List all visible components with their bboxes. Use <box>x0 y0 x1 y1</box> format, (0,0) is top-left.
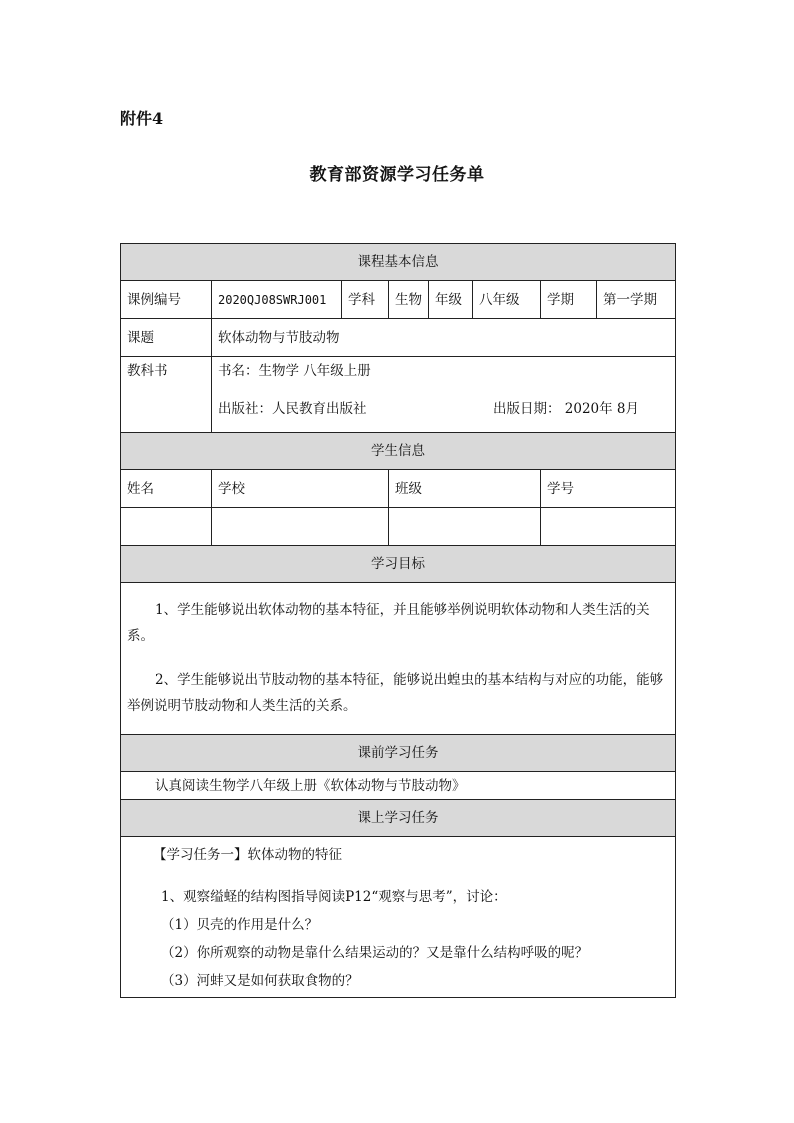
case-no-value: 2020QJ08SWRJ001 <box>212 281 342 319</box>
term-label: 学期 <box>541 281 597 319</box>
pre-task-text: 认真阅读生物学八年级上册《软体动物与节肢动物》 <box>121 772 676 800</box>
name-label: 姓名 <box>121 470 212 508</box>
publish-date: 出版日期： 2020年 8月 <box>492 401 639 417</box>
question-3: （3）河蚌又是如何获取食物的？ <box>161 973 359 989</box>
section-header-pre-task: 课前学习任务 <box>121 735 676 772</box>
school-label: 学校 <box>212 470 389 508</box>
subject-label: 学科 <box>342 281 389 319</box>
question-2: （2）你所观察的动物是靠什么结果运动的？又是靠什么结构呼吸的呢？ <box>161 945 589 961</box>
publisher: 出版社：人民教育出版社 <box>218 401 367 417</box>
school-field[interactable] <box>212 508 389 546</box>
book-name: 书名：生物学 八年级上册 <box>218 363 371 379</box>
textbook-info <box>212 357 676 433</box>
class-field[interactable] <box>389 508 541 546</box>
section-header-goals: 学习目标 <box>121 546 676 583</box>
class-task-content <box>121 837 676 998</box>
class-label: 班级 <box>389 470 541 508</box>
task1-title: 【学习任务一】软体动物的特征 <box>153 847 342 863</box>
case-no-label: 课例编号 <box>121 281 212 319</box>
name-field[interactable] <box>121 508 212 546</box>
topic-value: 软体动物与节肢动物 <box>212 319 676 357</box>
task-table <box>120 243 676 998</box>
goal-item-1: 1、学生能够说出软体动物的基本特征，并且能够举例说明软体动物和人类生活的关系。 <box>127 601 650 644</box>
question-intro: 1、观察缢蛏的结构图指导阅读P12“观察与思考”，讨论： <box>161 889 507 905</box>
goals-content <box>121 583 676 735</box>
term-value: 第一学期 <box>597 281 676 319</box>
student-id-field[interactable] <box>541 508 676 546</box>
section-header-class-task: 课上学习任务 <box>121 800 676 837</box>
question-1: （1）贝壳的作用是什么？ <box>161 917 319 933</box>
subject-value: 生物 <box>389 281 429 319</box>
grade-label: 年级 <box>429 281 473 319</box>
goal-item-2: 2、学生能够说出节肢动物的基本特征，能够说出蝗虫的基本结构与对应的功能，能够举例说明节肢动物和人类生活的关系。 <box>127 671 664 714</box>
section-header-basic: 课程基本信息 <box>121 244 676 281</box>
topic-label: 课题 <box>121 319 212 357</box>
section-header-student: 学生信息 <box>121 433 676 470</box>
student-id-label: 学号 <box>541 470 676 508</box>
attachment-label: 附件4 <box>120 109 164 128</box>
page-title: 教育部资源学习任务单 <box>309 165 485 185</box>
textbook-label: 教科书 <box>121 357 212 433</box>
grade-value: 八年级 <box>473 281 541 319</box>
